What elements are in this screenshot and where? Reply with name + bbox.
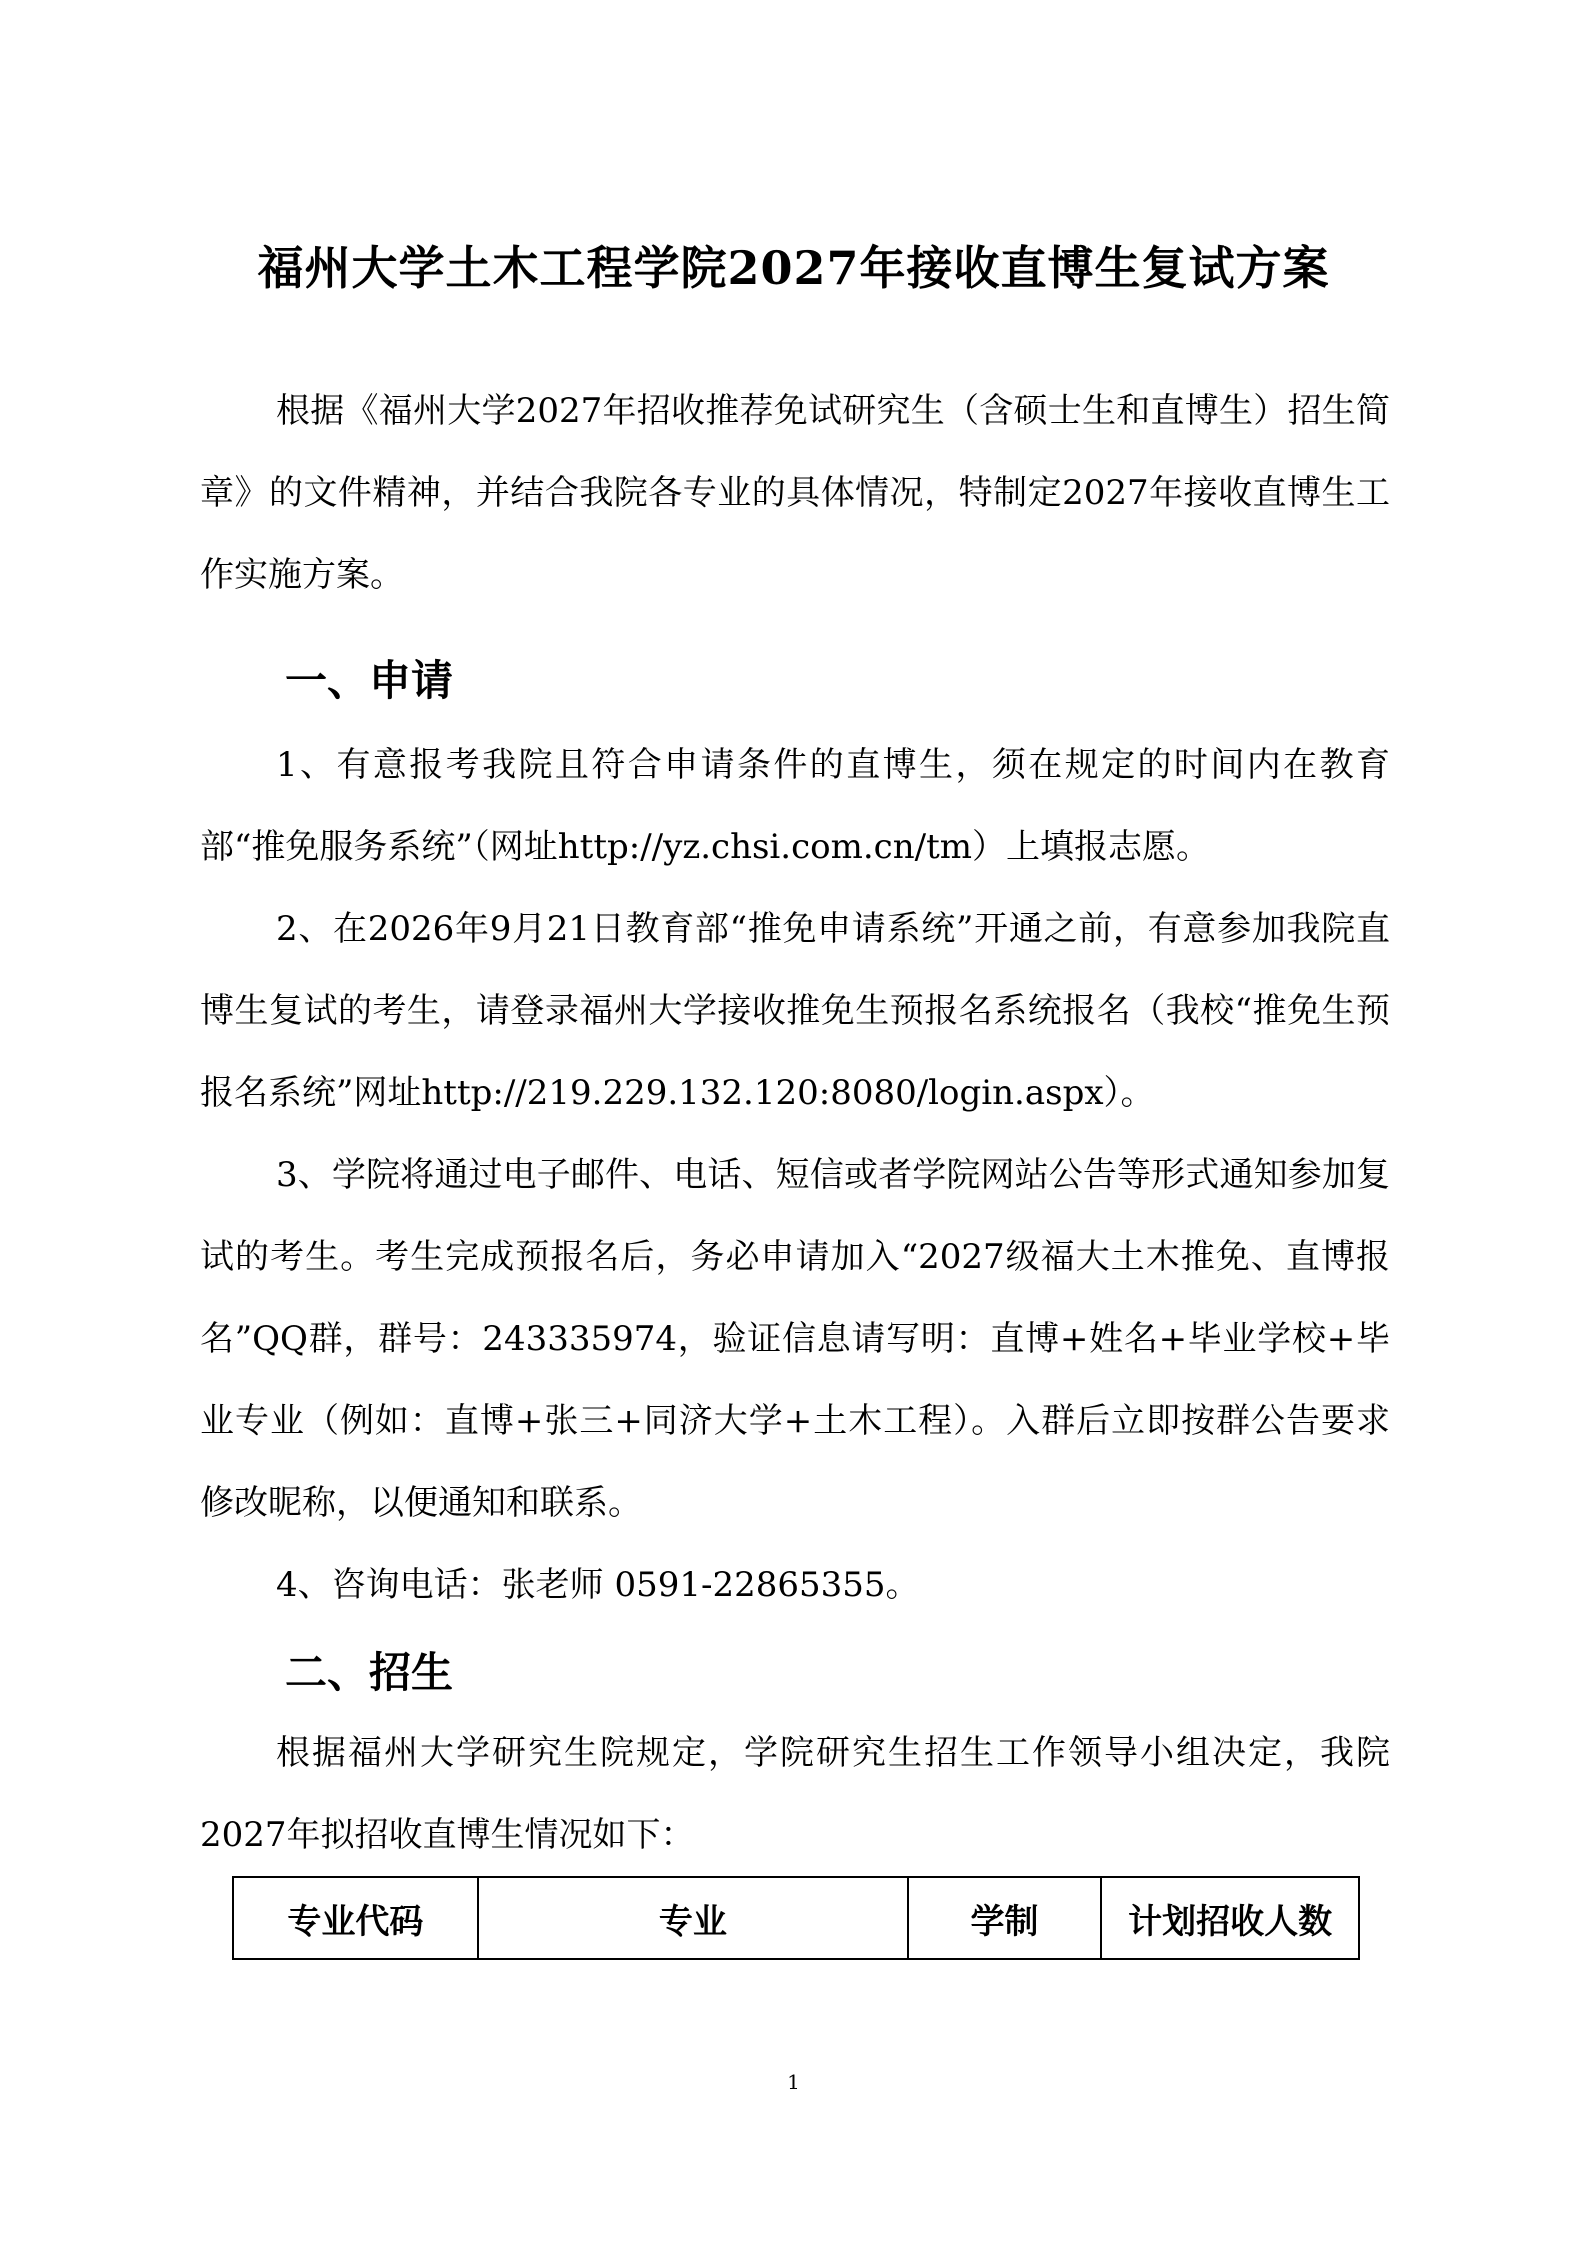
enrollment-table [232,1876,1360,1960]
apply-item-2: 2、在2026年9月21日教育部“推免申请系统”开通之前，有意参加我院直博生复试的考生，请登录福州大学接收推免生预报名系统报名（我校“推免生预报名系统”网址http://219.229.132.120:8080/login.aspx）。 [200,909,1390,1113]
document-title: 福州大学土木工程学院2027年接收直博生复试方案 [257,241,1330,295]
section-heading-apply: 一、申请 [285,656,454,705]
header-major: 专业 [478,1877,908,1959]
section-heading-enroll: 二、招生 [285,1648,454,1697]
header-duration: 学制 [908,1877,1101,1959]
intro-paragraph: 根据《福州大学2027年招收推荐免试研究生（含硕士生和直博生）招生简章》的文件精神，并结合我院各专业的具体情况，特制定2027年接收直博生工作实施方案。 [200,391,1390,595]
enroll-intro-paragraph: 根据福州大学研究生院规定，学院研究生招生工作领导小组决定，我院2027年拟招收直博生情况如下： [200,1733,1390,1855]
apply-item-1: 1、有意报考我院且符合申请条件的直博生，须在规定的时间内在教育部“推免服务系统”（网址http://yz.chsi.com.cn/tm）上填报志愿。 [200,745,1390,867]
header-major-code: 专业代码 [233,1877,478,1959]
apply-item-3: 3、学院将通过电子邮件、电话、短信或者学院网站公告等形式通知参加复试的考生。考生完成预报名后，务必申请加入“2027级福大土木推免、直博报名”QQ群，群号：243335974，验证信息请写明：直博+姓名+毕业学校+毕业专业（例如：直博+张三+同济大学+土木工程）。入群后立即按群公告要求修改昵称，以便通知和联系。 [200,1155,1390,1523]
page-number: 1 [787,2070,800,2094]
apply-item-4: 4、咨询电话：张老师 0591-22865355。 [276,1565,920,1605]
table-header-row [233,1877,1359,1959]
header-planned-quota: 计划招收人数 [1101,1877,1359,1959]
